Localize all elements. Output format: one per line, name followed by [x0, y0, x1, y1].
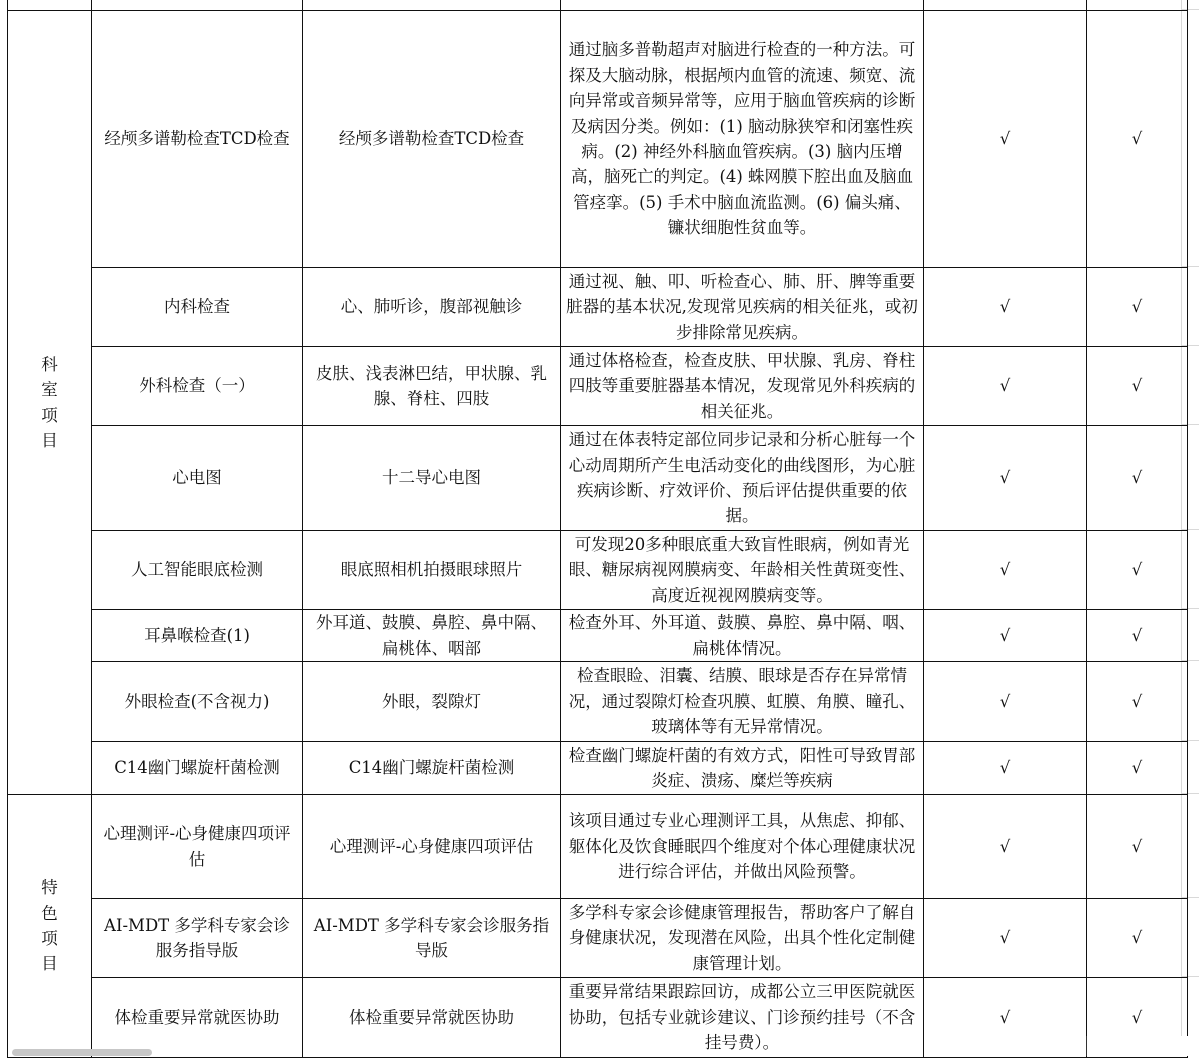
item-content-cell[interactable]: 十二导心电图	[303, 426, 561, 531]
check-mark-cell[interactable]: √	[924, 268, 1087, 347]
check-mark-cell[interactable]: √	[1087, 978, 1188, 1058]
item-content-cell[interactable]: 体检重要异常就医协助	[303, 978, 561, 1058]
item-name-cell[interactable]: 外眼检查(不含视力)	[92, 662, 303, 742]
checkup-items-table	[7, 0, 1188, 1058]
table-row	[8, 610, 1188, 662]
check-mark-cell[interactable]: √	[924, 978, 1087, 1058]
check-mark-cell[interactable]: √	[1087, 268, 1188, 347]
category-cell-special[interactable]	[8, 795, 92, 1058]
table-row	[8, 347, 1188, 426]
item-content-cell[interactable]: 心、肺听诊，腹部视触诊	[303, 268, 561, 347]
category-char: 项	[41, 929, 58, 948]
item-name-cell[interactable]: 体检重要异常就医协助	[92, 978, 303, 1058]
check-mark-cell[interactable]: √	[924, 347, 1087, 426]
item-description-cell[interactable]: 通过脑多普勒超声对脑进行检查的一种方法。可探及大脑动脉，根据颅内血管的流速、频宽、流向异常或音频异常等，应用于脑血管疾病的诊断及病因分类。例如：(1) 脑动脉狭窄和闭塞性疾病。(2) 神经外科脑血管疾病。(3) 脑内压增高，脑死亡的判定。(4) 蛛网膜下腔出血及脑血管痉挛。(5) 手术中脑血流监测。(6) 偏头痛、镰状细胞性贫血等。	[561, 11, 924, 268]
category-char: 特	[41, 878, 58, 898]
category-char: 项	[41, 405, 58, 425]
item-name-cell[interactable]: 心电图	[92, 426, 303, 531]
item-description-cell[interactable]: 重要异常结果跟踪回访，成都公立三甲医院就医协助，包括专业就诊建议、门诊预约挂号（不含挂号费）。	[561, 978, 924, 1058]
table-cell-blank[interactable]	[303, 0, 561, 11]
category-char: 目	[41, 430, 58, 450]
check-mark-cell[interactable]: √	[924, 610, 1087, 662]
item-name-cell[interactable]: C14幽门螺旋杆菌检测	[92, 742, 303, 795]
item-description-cell[interactable]: 检查眼睑、泪囊、结膜、眼球是否存在异常情况，通过裂隙灯检查巩膜、虹膜、角膜、瞳孔、玻璃体等有无异常情况。	[561, 662, 924, 742]
item-content-cell[interactable]: AI-MDT 多学科专家会诊服务指导版	[303, 899, 561, 978]
item-content-cell[interactable]: 眼底照相机拍摄眼球照片	[303, 531, 561, 610]
check-mark-cell[interactable]: √	[924, 11, 1087, 268]
check-mark-cell[interactable]: √	[1087, 347, 1188, 426]
check-mark-cell[interactable]: √	[1087, 742, 1188, 795]
item-description-cell[interactable]: 通过在体表特定部位同步记录和分析心脏每一个心动周期所产生电活动变化的曲线图形，为心脏疾病诊断、疗效评价、预后评估提供重要的依据。	[561, 426, 924, 531]
check-mark-cell[interactable]: √	[1087, 11, 1188, 268]
table-row	[8, 268, 1188, 347]
watermark-overlay	[1080, 1036, 1199, 1056]
check-mark-cell[interactable]: √	[1087, 662, 1188, 742]
check-mark-cell[interactable]: √	[924, 742, 1087, 795]
item-name-cell[interactable]: 内科检查	[92, 268, 303, 347]
table-row	[8, 426, 1188, 531]
item-description-cell[interactable]: 该项目通过专业心理测评工具，从焦虑、抑郁、躯体化及饮食睡眠四个维度对个体心理健康状况进行综合评估，并做出风险预警。	[561, 795, 924, 899]
item-name-cell[interactable]: 心理测评-心身健康四项评估	[92, 795, 303, 899]
item-name-cell[interactable]: 耳鼻喉检查(1)	[92, 610, 303, 662]
item-description-cell[interactable]: 检查幽门螺旋杆菌的有效方式，阳性可导致胃部炎症、溃疡、糜烂等疾病	[561, 742, 924, 795]
table-row	[8, 531, 1188, 610]
check-mark-cell[interactable]: √	[924, 426, 1087, 531]
check-mark-cell[interactable]: √	[1087, 795, 1188, 899]
check-mark-cell[interactable]: √	[924, 662, 1087, 742]
category-char: 色	[41, 903, 58, 923]
table-row	[8, 742, 1188, 795]
category-char: 科	[41, 354, 58, 374]
item-name-cell[interactable]: 外科检查（一）	[92, 347, 303, 426]
item-content-cell[interactable]: 外耳道、鼓膜、鼻腔、鼻中隔、扁桃体、咽部	[303, 610, 561, 662]
category-char: 目	[41, 954, 58, 974]
table-cell-blank[interactable]	[8, 0, 92, 11]
item-description-cell[interactable]: 多学科专家会诊健康管理报告，帮助客户了解自身健康状况，发现潜在风险，出具个性化定制健康管理计划。	[561, 899, 924, 978]
item-content-cell[interactable]: 皮肤、浅表淋巴结，甲状腺、乳腺、脊柱、四肢	[303, 347, 561, 426]
table-row	[8, 899, 1188, 978]
table-cell-blank[interactable]	[1087, 0, 1188, 11]
table-row	[8, 11, 1188, 268]
check-mark-cell[interactable]: √	[924, 531, 1087, 610]
table-row	[8, 662, 1188, 742]
item-description-cell[interactable]: 通过体格检查，检查皮肤、甲状腺、乳房、脊柱四肢等重要脏器基本情况，发现常见外科疾病的相关征兆。	[561, 347, 924, 426]
category-char: 室	[41, 380, 58, 400]
horizontal-scrollbar-thumb[interactable]	[12, 1049, 152, 1056]
item-content-cell[interactable]: 外眼，裂隙灯	[303, 662, 561, 742]
table-cell-blank[interactable]	[92, 0, 303, 11]
item-name-cell[interactable]: 人工智能眼底检测	[92, 531, 303, 610]
table-row-top-remnant	[8, 0, 1188, 11]
check-mark-cell[interactable]: √	[1087, 426, 1188, 531]
item-content-cell[interactable]: C14幽门螺旋杆菌检测	[303, 742, 561, 795]
item-description-cell[interactable]: 可发现20多种眼底重大致盲性眼病，例如青光眼、糖尿病视网膜病变、年龄相关性黄斑变性、高度近视视网膜病变等。	[561, 531, 924, 610]
check-mark-cell[interactable]: √	[1087, 899, 1188, 978]
check-mark-cell[interactable]: √	[924, 899, 1087, 978]
table-cell-blank[interactable]	[561, 0, 924, 11]
check-mark-cell[interactable]: √	[1087, 610, 1188, 662]
table-row	[8, 978, 1188, 1058]
item-content-cell[interactable]: 心理测评-心身健康四项评估	[303, 795, 561, 899]
item-description-cell[interactable]: 通过视、触、叩、听检查心、肺、肝、脾等重要脏器的基本状况,发现常见疾病的相关征兆，或初步排除常见疾病。	[561, 268, 924, 347]
table-row	[8, 795, 1188, 899]
check-mark-cell[interactable]: √	[924, 795, 1087, 899]
item-content-cell[interactable]: 经颅多谱勒检查TCD检查	[303, 11, 561, 268]
item-description-cell[interactable]: 检查外耳、外耳道、鼓膜、鼻腔、鼻中隔、咽、扁桃体情况。	[561, 610, 924, 662]
check-mark-cell[interactable]: √	[1087, 531, 1188, 610]
table-cell-blank[interactable]	[924, 0, 1087, 11]
item-name-cell[interactable]: AI-MDT 多学科专家会诊服务指导版	[92, 899, 303, 978]
item-name-cell[interactable]: 经颅多谱勒检查TCD检查	[92, 11, 303, 268]
category-cell-dept[interactable]	[8, 11, 92, 795]
